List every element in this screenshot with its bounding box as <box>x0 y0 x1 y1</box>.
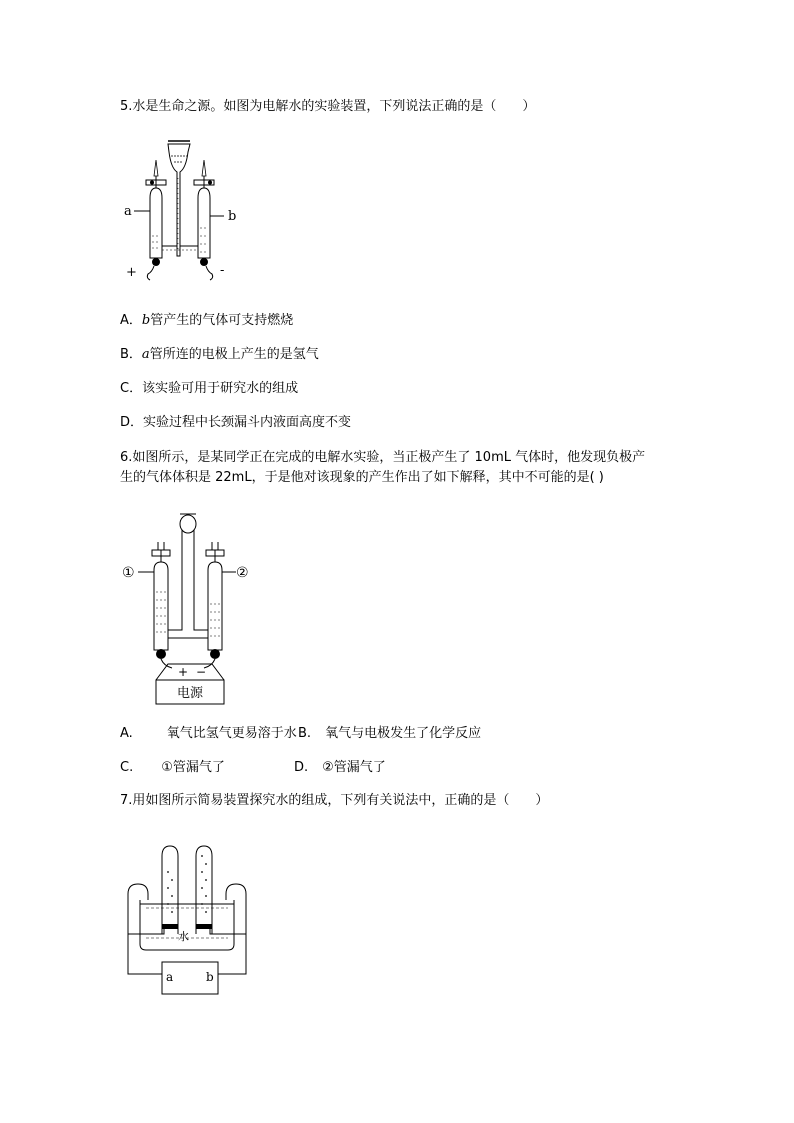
q5-label-a: a <box>124 204 132 219</box>
q7-label-a: a <box>166 970 174 984</box>
q5-option-a: A．b管产生的气体可支持燃烧 <box>120 313 294 328</box>
q5-electrolysis-apparatus-figure <box>118 138 248 288</box>
q6-stem-line-2: 生的气体体积是 22mL，于是他对该现象的产生作出了如下解释，其中不可能的是( ) <box>120 470 604 485</box>
q7-stem: 7.用如图所示简易装置探究水的组成，下列有关说法中，正确的是（ ） <box>120 793 549 808</box>
q6-label-2: ② <box>236 565 249 581</box>
q7-simple-electrolysis-figure <box>124 838 250 998</box>
q5-option-c: C．该实验可用于研究水的组成 <box>120 381 299 396</box>
q5-option-d: D．实验过程中长颈漏斗内液面高度不变 <box>120 415 352 430</box>
q6-electrolysis-apparatus-figure <box>118 510 268 710</box>
q6-power-plus: + <box>178 665 189 679</box>
q6-option-d: D. ②管漏气了 <box>294 760 386 775</box>
q5-label-minus: - <box>220 263 225 278</box>
q7-label-b: b <box>206 970 214 984</box>
q5-stem: 5.水是生命之源。如图为电解水的实验装置，下列说法正确的是（ ） <box>120 99 536 114</box>
q7-water-label: 水 <box>178 930 189 943</box>
q6-option-a: A. 氧气比氢气更易溶于水 <box>120 726 297 741</box>
q5-label-b: b <box>228 209 237 224</box>
q6-label-1: ① <box>122 565 135 581</box>
q5-label-plus: + <box>126 265 137 280</box>
q6-power-label: 电源 <box>176 686 204 701</box>
q6-option-c: C. ①管漏气了 <box>120 760 225 775</box>
q6-power-minus: − <box>196 665 207 679</box>
q6-stem-line-1: 6.如图所示，是某同学正在完成的电解水实验，当正极产生了 10mL 气体时，他发现负极产 <box>120 450 646 465</box>
q5-option-b: B．a管所连的电极上产生的是氢气 <box>120 347 319 362</box>
q6-option-b: B. 氧气与电极发生了化学反应 <box>298 726 482 741</box>
